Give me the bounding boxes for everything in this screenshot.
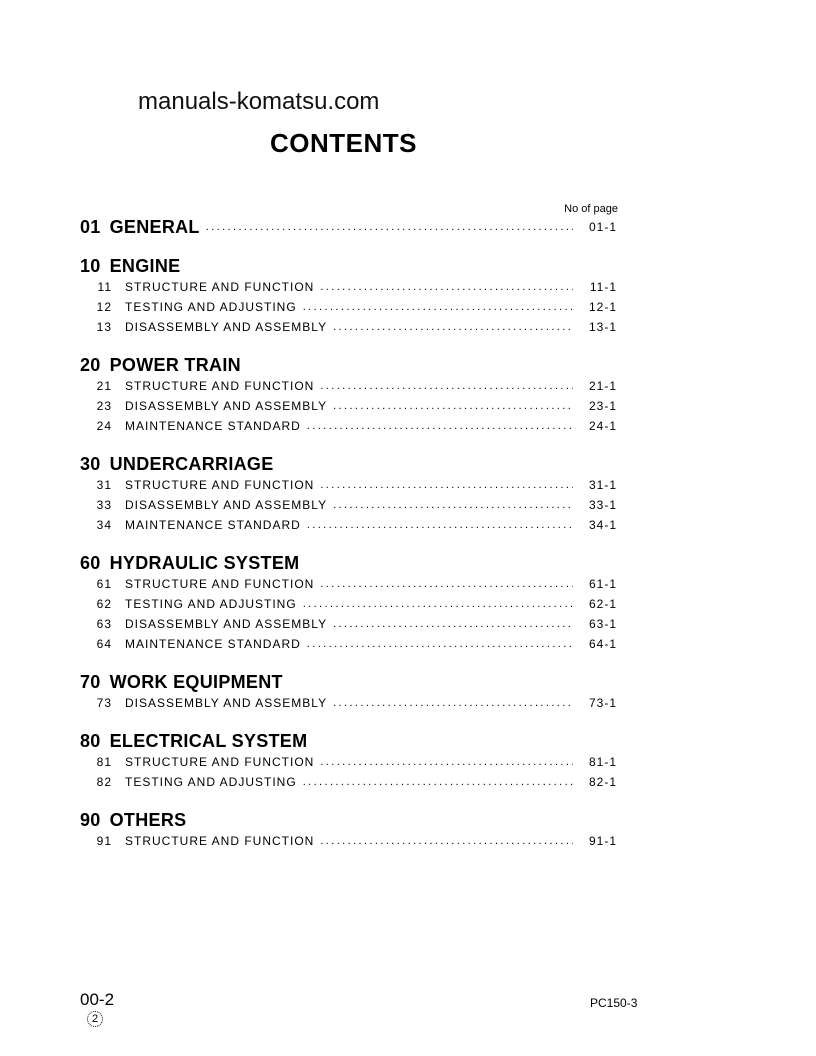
entry-number: 82 <box>96 775 112 789</box>
toc-entry[interactable] <box>80 317 617 337</box>
toc-section <box>80 255 617 337</box>
section-number: 80 <box>80 730 101 751</box>
section-title: UNDERCARRIAGE <box>109 453 274 474</box>
entry-page: 13-1 <box>588 320 617 334</box>
toc-entry[interactable] <box>80 416 617 436</box>
entry-number: 11 <box>97 280 112 294</box>
revision-mark: 2 <box>87 1011 103 1027</box>
entry-page: 21-1 <box>588 379 617 393</box>
entry-page: 24-1 <box>588 419 617 433</box>
toc-entry[interactable] <box>80 772 617 792</box>
dot-leader <box>206 221 573 233</box>
dot-leader <box>307 420 573 432</box>
dot-leader <box>320 756 573 768</box>
section-number: 60 <box>80 552 101 573</box>
entry-label: DISASSEMBLY AND ASSEMBLY <box>125 617 328 631</box>
toc-entry[interactable] <box>80 376 617 396</box>
toc-entry[interactable] <box>80 495 617 515</box>
entry-label: DISASSEMBLY AND ASSEMBLY <box>125 498 328 512</box>
section-heading[interactable] <box>80 671 617 693</box>
entry-number: 64 <box>96 637 112 651</box>
entry-label: STRUCTURE AND FUNCTION <box>125 577 315 591</box>
section-title: ENGINE <box>109 255 181 276</box>
toc-section <box>80 809 617 851</box>
entry-number: 23 <box>96 399 112 413</box>
toc-entry[interactable] <box>80 475 617 495</box>
entry-label: MAINTENANCE STANDARD <box>125 637 301 651</box>
section-number: 70 <box>80 671 101 692</box>
section-title: ELECTRICAL SYSTEM <box>109 730 308 751</box>
no-of-page-label: No of page <box>564 203 618 215</box>
section-heading[interactable] <box>80 730 617 752</box>
dot-leader <box>307 638 573 650</box>
entry-label: DISASSEMBLY AND ASSEMBLY <box>125 399 328 413</box>
entry-number: 73 <box>96 696 112 710</box>
dot-leader <box>333 697 573 709</box>
entry-page: 61-1 <box>588 577 617 591</box>
toc-entry[interactable] <box>80 396 617 416</box>
toc-section <box>80 453 617 535</box>
section-heading[interactable] <box>80 552 617 574</box>
dot-leader <box>320 281 573 293</box>
section-number: 01 <box>80 216 101 237</box>
entry-number: 34 <box>96 518 112 532</box>
entry-number: 62 <box>96 597 112 611</box>
dot-leader <box>333 618 573 630</box>
entry-page: 23-1 <box>588 399 617 413</box>
dot-leader <box>303 598 573 610</box>
section-heading[interactable] <box>80 453 617 475</box>
entry-number: 33 <box>96 498 112 512</box>
entry-page: 31-1 <box>588 478 617 492</box>
toc-entry[interactable] <box>80 594 617 614</box>
entry-label: STRUCTURE AND FUNCTION <box>125 834 315 848</box>
section-number: 30 <box>80 453 101 474</box>
entry-number: 12 <box>96 300 112 314</box>
toc-entry[interactable] <box>80 831 617 851</box>
toc-entry[interactable] <box>80 574 617 594</box>
dot-leader <box>333 499 573 511</box>
entry-label: TESTING AND ADJUSTING <box>125 300 297 314</box>
toc-entry[interactable] <box>80 614 617 634</box>
entry-number: 61 <box>96 577 112 591</box>
entry-label: TESTING AND ADJUSTING <box>125 775 297 789</box>
entry-number: 24 <box>96 419 112 433</box>
dot-leader <box>303 776 573 788</box>
section-heading[interactable] <box>80 809 617 831</box>
section-heading[interactable] <box>80 354 617 376</box>
entry-page: 11-1 <box>589 280 617 294</box>
section-number: 90 <box>80 809 101 830</box>
dot-leader <box>320 578 573 590</box>
toc-entry[interactable] <box>80 277 617 297</box>
section-number: 10 <box>80 255 101 276</box>
dot-leader <box>333 400 573 412</box>
entry-label: TESTING AND ADJUSTING <box>125 597 297 611</box>
entry-label: MAINTENANCE STANDARD <box>125 518 301 532</box>
entry-number: 31 <box>96 478 112 492</box>
entry-number: 13 <box>96 320 112 334</box>
table-of-contents <box>80 216 617 868</box>
toc-section <box>80 354 617 436</box>
section-title: GENERAL <box>109 216 200 237</box>
toc-entry[interactable] <box>80 634 617 654</box>
toc-entry[interactable] <box>80 297 617 317</box>
dot-leader <box>320 835 573 847</box>
entry-page: 91-1 <box>588 834 617 848</box>
entry-label: DISASSEMBLY AND ASSEMBLY <box>125 696 328 710</box>
section-heading[interactable] <box>80 216 617 238</box>
section-title: OTHERS <box>109 809 187 830</box>
toc-section <box>80 671 617 713</box>
toc-section <box>80 552 617 654</box>
section-title: HYDRAULIC SYSTEM <box>109 552 300 573</box>
entry-page: 62-1 <box>588 597 617 611</box>
entry-page: 63-1 <box>588 617 617 631</box>
entry-page: 82-1 <box>588 775 617 789</box>
toc-entry[interactable] <box>80 693 617 713</box>
dot-leader <box>303 301 573 313</box>
entry-label: STRUCTURE AND FUNCTION <box>125 280 315 294</box>
toc-section <box>80 216 617 238</box>
page-title: CONTENTS <box>270 128 417 158</box>
dot-leader <box>307 519 573 531</box>
footer-page-number: 00-2 <box>80 990 115 1009</box>
toc-entry[interactable] <box>80 752 617 772</box>
watermark: manuals-komatsu.com <box>138 88 380 115</box>
section-title: WORK EQUIPMENT <box>109 671 283 692</box>
entry-label: DISASSEMBLY AND ASSEMBLY <box>125 320 328 334</box>
footer-model: PC150-3 <box>590 996 638 1010</box>
toc-entry[interactable] <box>80 515 617 535</box>
section-page: 01-1 <box>588 220 617 234</box>
entry-label: STRUCTURE AND FUNCTION <box>125 478 315 492</box>
entry-page: 64-1 <box>588 637 617 651</box>
entry-number: 21 <box>96 379 112 393</box>
entry-label: MAINTENANCE STANDARD <box>125 419 301 433</box>
entry-number: 91 <box>96 834 112 848</box>
entry-page: 12-1 <box>588 300 617 314</box>
section-number: 20 <box>80 354 101 375</box>
dot-leader <box>320 479 573 491</box>
entry-label: STRUCTURE AND FUNCTION <box>125 379 315 393</box>
dot-leader <box>320 380 573 392</box>
entry-label: STRUCTURE AND FUNCTION <box>125 755 315 769</box>
entry-number: 81 <box>96 755 112 769</box>
dot-leader <box>333 321 573 333</box>
entry-page: 73-1 <box>588 696 617 710</box>
toc-section <box>80 730 617 792</box>
entry-page: 34-1 <box>588 518 617 532</box>
entry-page: 81-1 <box>588 755 617 769</box>
section-title: POWER TRAIN <box>109 354 241 375</box>
entry-page: 33-1 <box>588 498 617 512</box>
entry-number: 63 <box>96 617 112 631</box>
section-heading[interactable] <box>80 255 617 277</box>
